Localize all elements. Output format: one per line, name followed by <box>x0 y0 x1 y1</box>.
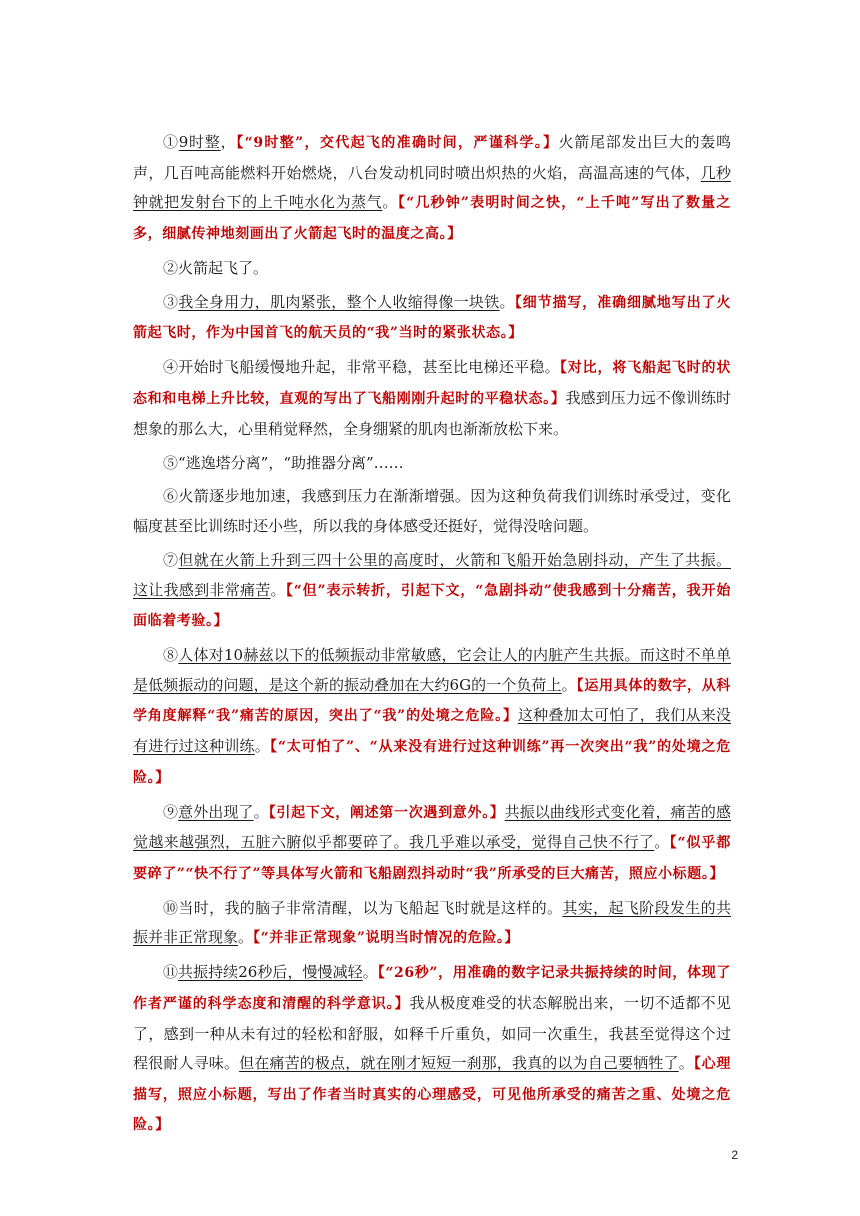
body-text: ⑩当时，我的脑子非常清醒，以为飞船起飞时就是这样的。 <box>163 898 563 917</box>
page-number: 2 <box>731 1148 738 1162</box>
body-text: 我感到压力远不像训练时想象的那么大，心里稍觉释然，全身绷紧的肌肉也渐渐放松下来。 <box>133 388 731 438</box>
body-text: ， <box>220 133 237 151</box>
underlined-text: 几秒钟就把发射台下的上千吨水化为蒸气 <box>133 163 731 212</box>
body-text: ⑥火箭逐步地加速，我感到压力在渐渐增强。因为这种负荷我们训练时承受过，变化幅度甚至比训练时还小些，所以我的身体感受还挺好，觉得没啥问题。 <box>133 487 731 536</box>
underlined-text: 9时整 <box>178 133 221 151</box>
annotation-note: 【“几秒钟”表明时间之快，“上千吨”写出了数量之多，细腻传神地刻画出了火箭起飞时的温度之高。】 <box>133 195 731 242</box>
underlined-text: 人体对10赫兹以下的低频振动非常敏感，它会让人的内脏产生共振。而这时不单单是低频振动的问题，是这个新的振动叠加在大约6G的一个负荷上 <box>133 646 731 694</box>
underlined-text: 其实，起飞阶段发生的共振并非正常现象 <box>133 898 731 947</box>
body-text: ⑤“逃逸塔分离”，“助推器分离”…… <box>163 453 404 472</box>
body-text: 。 <box>678 1054 694 1073</box>
body-text: ④开始时飞船缓慢地升起，非常平稳，甚至比电梯还平稳。 <box>163 358 560 377</box>
underlined-text: 但在痛苦的极点，就在刚才短短一刹那，我真的以为自己要牺牲了 <box>239 1054 679 1073</box>
paragraph-9 <box>133 798 731 890</box>
underlined-text: 但就在火箭上升到三四十公里的高度时，火箭和飞船开始急剧抖动，产生了共振。这让我感到非常痛苦 <box>133 551 731 599</box>
annotation-note: 【运用具体的数字，从科学角度解释“我”痛苦的原因，突出了“我”的处境之危险。】 <box>133 677 731 725</box>
underlined-text: 我全身用力，肌肉紧张，整个人收缩得像一块铁 <box>178 292 500 311</box>
body-text: ⑨ <box>163 802 179 821</box>
body-text: 。 <box>654 833 670 852</box>
paragraph-8 <box>133 641 731 793</box>
body-text: 。 <box>382 193 398 212</box>
paragraph-1 <box>133 128 731 249</box>
body-text: ②火箭起飞了。 <box>163 258 269 277</box>
paragraph-3 <box>133 288 731 349</box>
body-text: 。 <box>270 580 286 599</box>
annotation-note: 【“并非正常现象”说明当时情况的危险。】 <box>253 930 520 947</box>
paragraph-7 <box>133 546 731 637</box>
underlined-text: 共振持续26秒后，慢慢减轻 <box>178 963 363 982</box>
underlined-text: 这种叠加太可怕了，我们从来没有进行过这种训练 <box>133 706 731 756</box>
underlined-text: 意外出现了 <box>178 802 254 821</box>
paragraph-2 <box>133 254 731 284</box>
body-text: ⑦ <box>163 551 179 570</box>
annotation-note: 【“似乎都要碎了”“快不行了”等具体写火箭和飞船剧烈抖动时“我”所承受的巨大痛苦，照应小标题。】 <box>133 835 731 882</box>
annotation-note: 【心理描写，照应小标题，写出了作者当时真实的心理感受，可见他所承受的痛苦之重、处境之危险。】 <box>133 1056 731 1134</box>
annotation-note: 【“9时整”，交代起飞的准确时间，严谨科学。】 <box>236 135 559 151</box>
body-text: 火箭尾部发出巨大的轰鸣声，几百吨高能燃料开始燃烧，八台发动机同时喷出炽热的火焰，高温高速的气体， <box>133 133 731 182</box>
annotation-note: 【细节描写，准确细腻地写出了火箭起飞时，作为中国首飞的航天员的“我”当时的紧张状态。】 <box>133 294 731 342</box>
annotation-note: 【对比，将飞船起飞时的状态和和电梯上升比较，直观的写出了飞船刚刚升起时的平稳状态。】 <box>133 360 731 407</box>
paragraph-10 <box>133 894 731 954</box>
body-text: 。 <box>238 928 254 947</box>
document-body <box>133 128 731 1145</box>
body-text: 。 <box>561 675 577 694</box>
annotation-note: 【引起下文，阐述第一次遇到意外。】 <box>268 804 505 821</box>
body-text: 我从极度难受的状态解脱出来，一切不适都不见了，感到一种从未有过的轻松和舒服，如释千斤重负，如同一次重生，我甚至觉得这个过程很耐人寻味。 <box>133 993 731 1073</box>
body-text: 。 <box>362 963 378 982</box>
body-text: 。 <box>254 737 270 756</box>
paragraph-4 <box>133 353 731 444</box>
annotation-note: 【“太可怕了”、“从来没有进行过这种训练”再一次突出“我”的处境之危险。】 <box>133 739 731 786</box>
annotation-note: 【“但”表示转折，引起下文，“急剧抖动”使我感到十分痛苦，我开始面临着考验。】 <box>133 582 731 630</box>
paragraph-5 <box>133 449 731 479</box>
body-text: 。 <box>253 802 269 821</box>
underlined-text: 共振以曲线形式变化着，痛苦的感觉越来越强烈，五脏六腑似乎都要碎了。我几乎难以承受，觉得自己快不行了 <box>133 802 731 852</box>
annotation-note: 【“26秒”，用准确的数字记录共振持续的时间，体现了作者严谨的科学态度和清醒的科学意识。】 <box>133 965 731 1012</box>
paragraph-11 <box>133 958 731 1141</box>
body-text: ⑧ <box>163 646 179 665</box>
body-text: ⑪ <box>163 963 179 982</box>
body-text: ① <box>163 133 179 151</box>
paragraph-6 <box>133 482 731 541</box>
body-text: ③ <box>163 292 179 311</box>
body-text: 。 <box>499 292 515 311</box>
